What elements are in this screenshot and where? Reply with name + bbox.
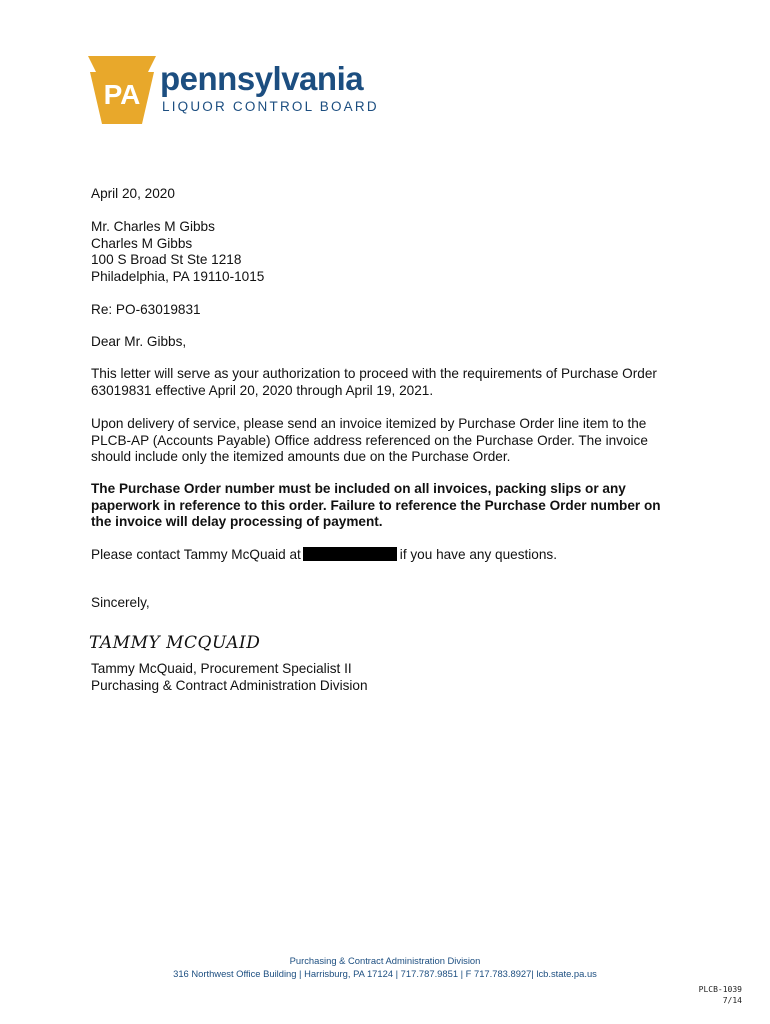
paragraph-line: should include only the itemized amounts due on the Purchase Order. (91, 449, 511, 465)
closing: Sincerely, (91, 595, 150, 610)
signature: TAMMY MCQUAID (89, 633, 261, 653)
footer (0, 954, 770, 980)
notice-line: paperwork in reference to this order. Failure to reference the Purchase Order number on (91, 497, 661, 513)
form-code (699, 984, 742, 1006)
form-number: PLCB-1039 (698, 985, 742, 994)
recipient-address (91, 219, 264, 286)
notice-line: the invoice will delay processing of payment. (91, 514, 383, 530)
brand-subtitle: LIQUOR CONTROL BOARD (162, 99, 379, 114)
logo-mark: PA (103, 79, 141, 110)
address-line: 100 S Broad St Ste 1218 (91, 252, 242, 268)
redacted-phone (303, 547, 397, 561)
paragraph-invoice (91, 416, 648, 466)
paragraph-line: 63019831 effective April 20, 2020 through April 19, 2021. (91, 382, 434, 398)
address-line: Mr. Charles M Gibbs (91, 219, 215, 234)
address-line: Charles M Gibbs (91, 235, 193, 251)
paragraph-line: PLCB-AP (Accounts Payable) Office address referenced on the Purchase Order. The invoice (91, 432, 648, 448)
footer-contact: 316 Northwest Office Building | Harrisburg, PA 17124 | 717.787.9851 | F 717.783.8927| lcb.state.pa.us (173, 968, 597, 979)
reference-line: Re: PO-63019831 (91, 302, 201, 317)
footer-division: Purchasing & Contract Administration Division (289, 955, 481, 966)
signer-block (91, 661, 368, 694)
contact-text-after: if you have any questions. (399, 547, 557, 562)
address-line: Philadelphia, PA 19110-1015 (91, 269, 265, 285)
signer-title: Tammy McQuaid, Procurement Specialist II (91, 661, 352, 676)
contact-text-before: Please contact Tammy McQuaid at (91, 547, 301, 562)
brand-name: pennsylvania (160, 60, 364, 97)
form-date: 7/14 (722, 996, 742, 1005)
bold-notice (91, 481, 661, 531)
letter-date: April 20, 2020 (91, 186, 175, 201)
paragraph-authorization (91, 366, 657, 399)
paragraph-line: This letter will serve as your authorization to proceed with the requirements of Purchase Order (91, 366, 657, 381)
paragraph-line: Upon delivery of service, please send an invoice itemized by Purchase Order line item to the (91, 416, 647, 431)
salutation: Dear Mr. Gibbs, (91, 334, 187, 349)
notice-line: The Purchase Order number must be included on all invoices, packing slips or any (91, 481, 626, 496)
signer-division: Purchasing & Contract Administration Division (91, 677, 368, 693)
keystone-icon (84, 54, 160, 126)
contact-line (91, 547, 557, 564)
